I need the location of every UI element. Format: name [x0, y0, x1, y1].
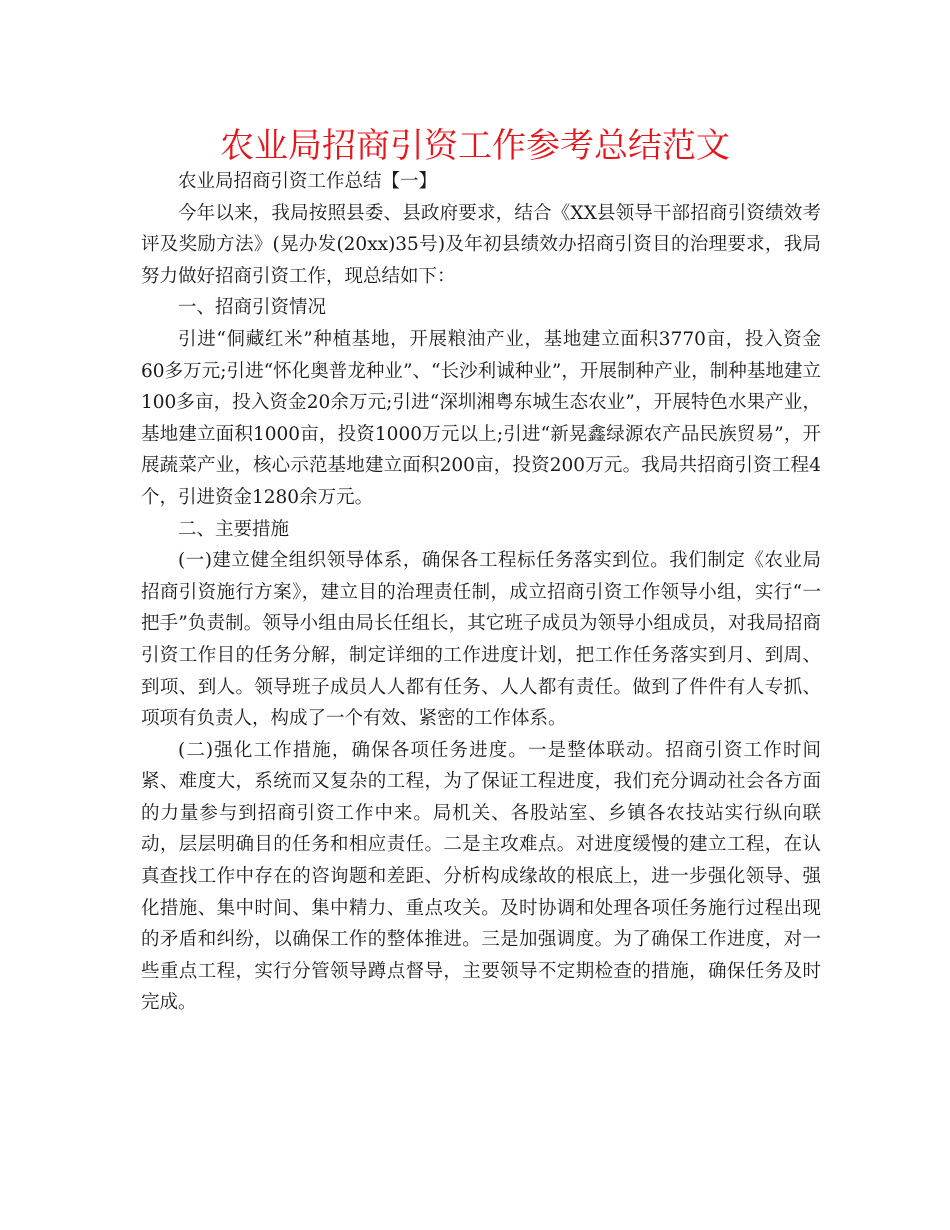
section-heading-situation: 一、招商引资情况: [178, 297, 327, 319]
section-heading-measures: 二、主要措施: [178, 518, 290, 540]
paragraph-intro: 今年以来，我局按照县委、县政府要求，结合《XX县领导干部招商引资绩效考评及奖励方法》(晃办发(20xx)35号)及年初县绩效办招商引资目的治理要求，我局努力做好招商引资工作，现总结如下：: [141, 202, 821, 287]
paragraph-measure-one: (一)建立健全组织领导体系，确保各工程标任务落实到位。我们制定《农业局招商引资施行方案》，建立目的治理责任制，成立招商引资工作领导小组，实行“一把手”负责制。领导小组由局长任组长，其它班子成员为领导小组成员，对我局招商引资工作目的任务分解，制定详细的工作进度计划，把工作任务落实到月、到周、到项、到人。领导班子成员人人都有任务、人人都有责任。做到了件件有人专抓、项项有负责人，构成了一个有效、紧密的工作体系。: [141, 550, 821, 730]
document-body: [141, 166, 821, 1019]
document-title: 农业局招商引资工作参考总结范文: [220, 126, 730, 166]
section-heading-summary-one: 农业局招商引资工作总结【一】: [178, 171, 438, 192]
paragraph-situation: 引进“侗藏红米”种植基地，开展粮油产业，基地建立面积3770亩，投入资金60多万元;引进“怀化奥普龙种业”、“长沙利诚种业”，开展制种产业，制种基地建立100多亩，投入资金20余万元;引进“深圳湘粤东城生态农业”，开展特色水果产业，基地建立面积1000亩，投资1000万元以上;引进“新晃鑫绿源农产品民族贸易”，开展蔬菜产业，核心示范基地建立面积200亩，投资200万元。我局共招商引资工程4个，引进资金1280余万元。: [141, 328, 821, 508]
paragraph-measure-two: (二)强化工作措施，确保各项任务进度。一是整体联动。招商引资工作时间紧、难度大，系统而又复杂的工程，为了保证工程进度，我们充分调动社会各方面的力量参与到招商引资工作中来。局机关、各股站室、乡镇各农技站实行纵向联动，层层明确目的任务和相应责任。二是主攻难点。对进度缓慢的建立工程，在认真查找工作中存在的咨询题和差距、分析构成缘故的根底上，进一步强化领导、强化措施、集中时间、集中精力、重点攻关。及时协调和处理各项任务施行过程出现的矛盾和纠纷，以确保工作的整体推进。三是加强调度。为了确保工作进度，对一些重点工程，实行分管领导蹲点督导，主要领导不定期检查的措施，确保任务及时完成。: [141, 739, 821, 1014]
